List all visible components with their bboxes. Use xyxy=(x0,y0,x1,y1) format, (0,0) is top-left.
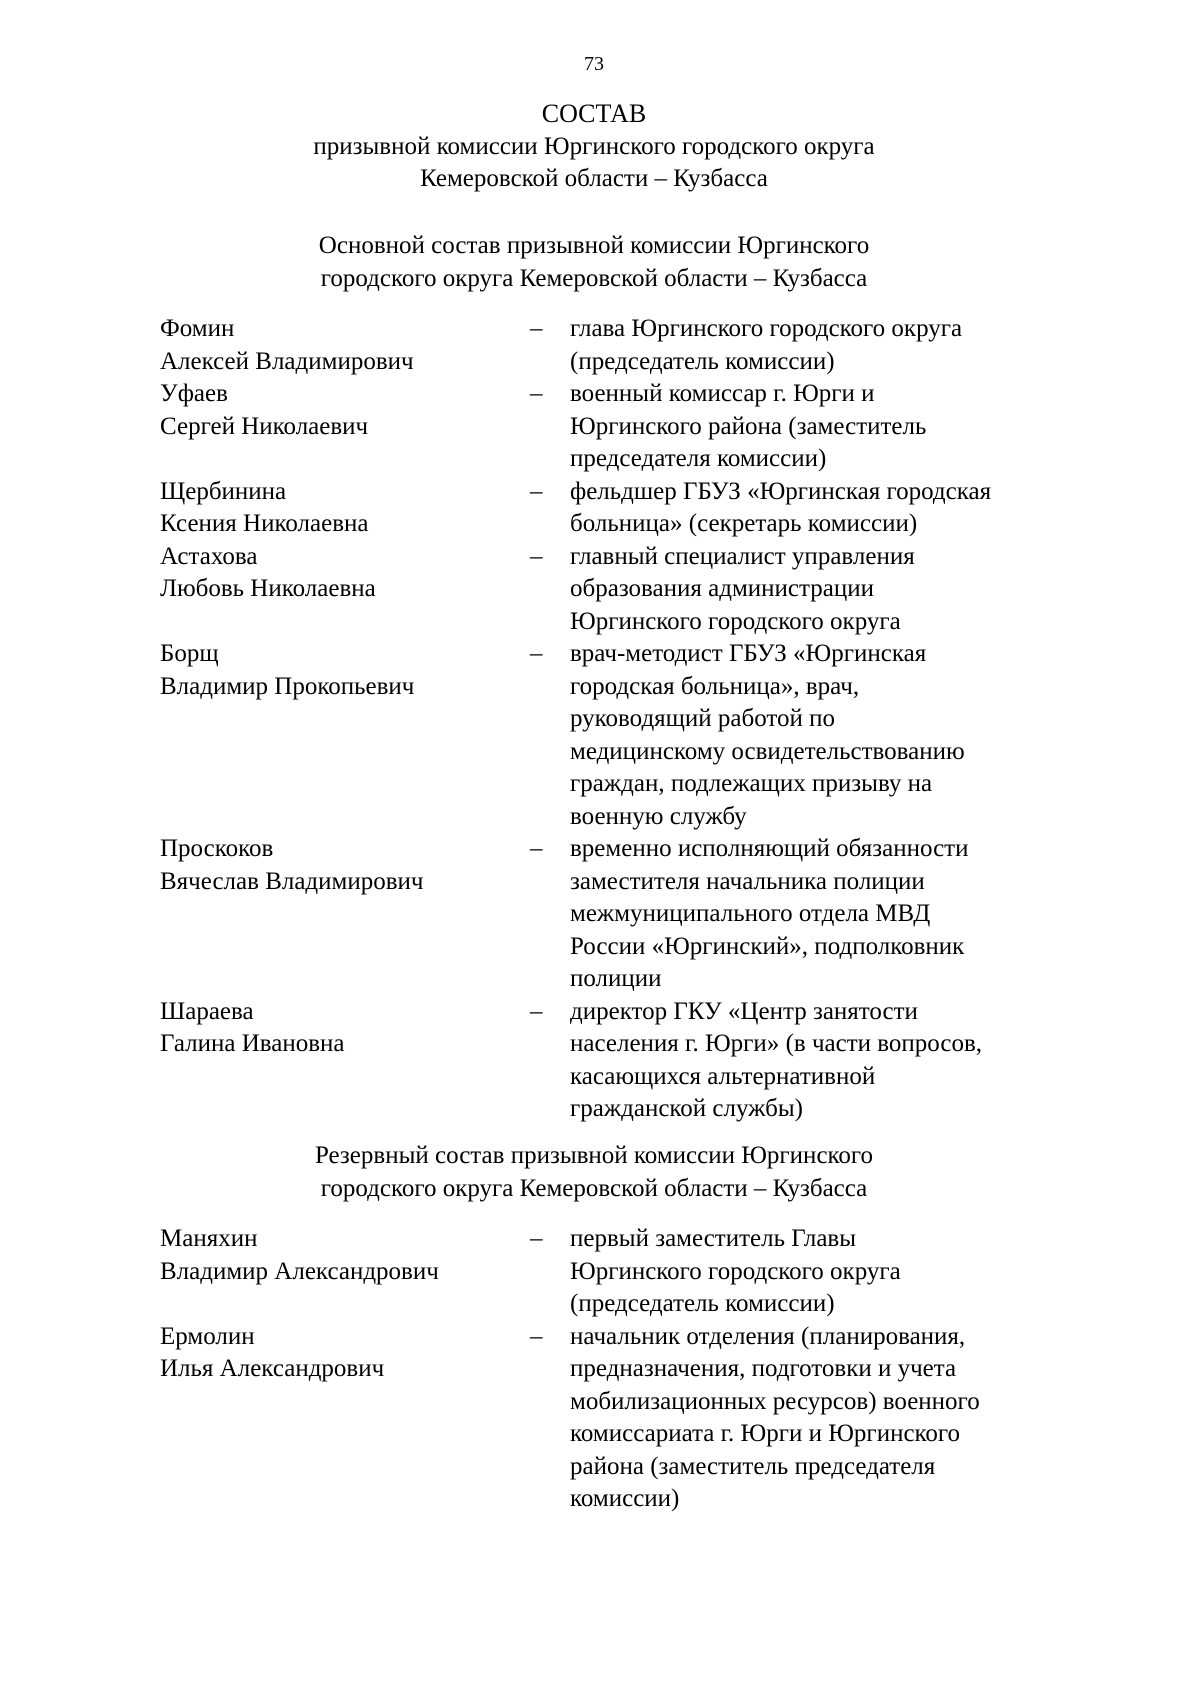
member-given-names: Владимир Прокопьевич xyxy=(160,672,415,700)
member-role-line: Юргинского городского округа xyxy=(570,1257,901,1285)
member-role-line: заместителя начальника полиции xyxy=(570,867,925,895)
member-surname: Астахова xyxy=(160,542,258,570)
member-dash: – xyxy=(530,640,543,667)
member-dash: – xyxy=(530,1322,543,1350)
main-section-heading xyxy=(0,230,1188,295)
member-given-names: Алексей Владимирович xyxy=(160,347,414,375)
page-number: 73 xyxy=(584,53,604,75)
member-role-line: временно исполняющий обязанности xyxy=(570,835,969,862)
member-role-line: мобилизационных ресурсов) военного xyxy=(570,1387,980,1415)
member-name xyxy=(160,833,530,996)
member-role-line: председателя комиссии) xyxy=(570,445,827,472)
member-role-line: полиции xyxy=(570,965,662,992)
member-dash: – xyxy=(530,835,543,862)
member-surname: Шараева xyxy=(160,997,254,1025)
member-role-line: касающихся альтернативной xyxy=(570,1062,876,1090)
member-name xyxy=(160,313,530,378)
member-name xyxy=(160,378,530,476)
member-role-line: военную службу xyxy=(570,802,747,830)
member-role xyxy=(570,833,1060,996)
member-role-line: образования администрации xyxy=(570,575,874,602)
member-role xyxy=(570,313,1060,378)
member-role-line: руководящий работой по xyxy=(570,705,836,732)
member-role-line: граждан, подлежащих призыву на xyxy=(570,770,933,797)
member-role xyxy=(570,476,1060,541)
member-role xyxy=(570,541,1060,639)
member-role xyxy=(570,996,1060,1126)
member-role-line: гражданской службы) xyxy=(570,1095,803,1122)
member-role-line: медицинскому освидетельствованию xyxy=(570,737,965,765)
member-dash: – xyxy=(530,1225,543,1252)
member-role-line: врач-методист ГБУЗ «Юргинская xyxy=(570,640,927,667)
member-role-line: главный специалист управления xyxy=(570,542,915,570)
reserve-members-list xyxy=(160,1223,1060,1516)
member-dash: – xyxy=(530,477,543,505)
member-given-names: Сергей Николаевич xyxy=(160,412,369,440)
member-role-line: директор ГКУ «Центр занятости xyxy=(570,997,918,1025)
member-surname: Маняхин xyxy=(160,1225,258,1252)
member-entry xyxy=(160,638,1060,833)
member-surname: Щербинина xyxy=(160,477,287,505)
member-given-names: Любовь Николаевна xyxy=(160,575,376,602)
member-role-line: межмуниципального отдела МВД xyxy=(570,900,931,927)
member-role-line: военный комиссар г. Юрги и xyxy=(570,380,875,407)
member-given-names: Ксения Николаевна xyxy=(160,510,369,537)
member-surname: Уфаев xyxy=(160,380,228,407)
member-dash: – xyxy=(530,542,543,570)
document-title xyxy=(0,98,1188,196)
member-role-line: больница» (секретарь комиссии) xyxy=(570,510,918,537)
member-role-line: Юргинского района (заместитель xyxy=(570,412,927,440)
member-name xyxy=(160,638,530,833)
member-entry xyxy=(160,313,1060,378)
title-line-3: Кемеровской области – Кузбасса xyxy=(420,165,768,192)
reserve-heading-line-1: Резервный состав призывной комиссии Юргинского xyxy=(314,1142,874,1169)
member-role-line: городская больница», врач, xyxy=(570,672,860,700)
member-role-line: (председатель комиссии) xyxy=(570,347,835,375)
member-surname: Фомин xyxy=(160,315,235,342)
member-role xyxy=(570,378,1060,476)
member-name xyxy=(160,476,530,541)
member-role-line: комиссии) xyxy=(570,1485,680,1512)
member-entry xyxy=(160,476,1060,541)
main-members-list xyxy=(160,313,1060,1126)
member-role xyxy=(570,1223,1060,1321)
member-dash: – xyxy=(530,315,543,342)
member-dash: – xyxy=(530,997,543,1025)
member-surname: Борщ xyxy=(160,640,219,667)
member-given-names: Владимир Александрович xyxy=(160,1257,439,1285)
member-entry xyxy=(160,996,1060,1126)
member-role-line: России «Юргинский», подполковник xyxy=(570,932,965,960)
member-entry xyxy=(160,1321,1060,1516)
member-role-line: комиссариата г. Юрги и Юргинского xyxy=(570,1420,961,1447)
member-role xyxy=(570,1321,1060,1516)
member-role-line: глава Юргинского городского округа xyxy=(570,315,963,342)
member-entry xyxy=(160,541,1060,639)
member-entry xyxy=(160,833,1060,996)
member-role-line: начальник отделения (планирования, xyxy=(570,1322,966,1350)
member-given-names: Илья Александрович xyxy=(160,1355,385,1382)
member-surname: Проскоков xyxy=(160,835,274,862)
main-heading-line-2: городского округа Кемеровской области – Кузбасса xyxy=(320,264,868,292)
member-entry xyxy=(160,1223,1060,1321)
member-name xyxy=(160,1321,530,1516)
member-role-line: населения г. Юрги» (в части вопросов, xyxy=(570,1030,983,1057)
member-given-names: Галина Ивановна xyxy=(160,1030,345,1057)
member-name xyxy=(160,996,530,1126)
member-role xyxy=(570,638,1060,833)
member-name xyxy=(160,1223,530,1321)
title-line-2: призывной комиссии Юргинского городского округа xyxy=(313,132,875,160)
member-role-line: предназначения, подготовки и учета xyxy=(570,1355,957,1382)
reserve-section-heading xyxy=(0,1140,1188,1205)
title-line-1: СОСТАВ xyxy=(541,99,647,128)
member-name xyxy=(160,541,530,639)
reserve-heading-line-2: городского округа Кемеровской области – Кузбасса xyxy=(320,1174,868,1202)
member-role-line: первый заместитель Главы xyxy=(570,1225,857,1252)
main-heading-line-1: Основной состав призывной комиссии Юргинского xyxy=(318,232,870,259)
member-role-line: района (заместитель председателя xyxy=(570,1452,936,1480)
member-given-names: Вячеслав Владимирович xyxy=(160,867,424,895)
member-role-line: Юргинского городского округа xyxy=(570,607,901,635)
member-dash: – xyxy=(530,380,543,407)
member-role-line: фельдшер ГБУЗ «Юргинская городская xyxy=(570,477,992,505)
member-surname: Ермолин xyxy=(160,1322,255,1350)
member-role-line: (председатель комиссии) xyxy=(570,1290,835,1317)
member-entry xyxy=(160,378,1060,476)
